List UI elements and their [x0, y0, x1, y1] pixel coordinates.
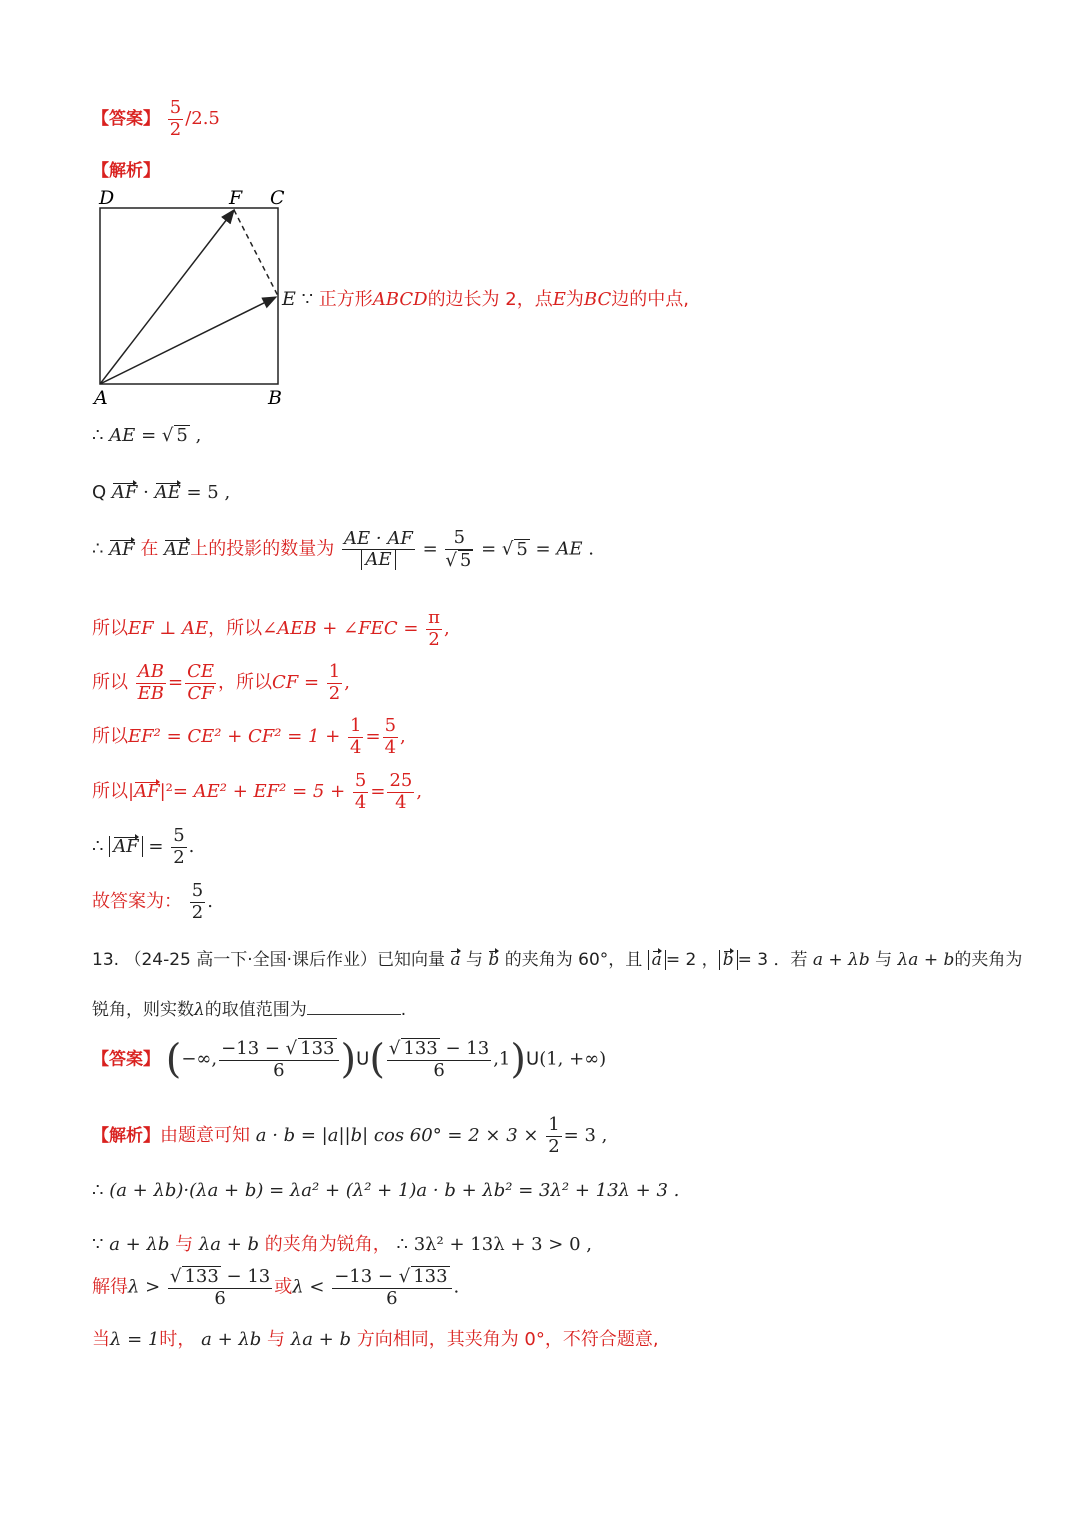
label-c: C — [270, 187, 285, 209]
analysis-2-line3: ∵ a + λb 与 λa + b 的夹角为锐角， ∴ 3λ² + 13λ + 3 > 0 , — [92, 1234, 592, 1255]
question-13-line1: 13. （24-25 高一下·全国·课后作业）已知向量 a 与 b 的夹角为 60°，且 a = 2 ， b = 3 ．若 a + λb 与 λa + b的夹角为 — [92, 950, 1023, 970]
final-answer-1: 故答案为： $\frac{5}{2}$ . — [92, 880, 213, 923]
answer-1 — [92, 98, 220, 140]
label-f: F — [229, 187, 243, 209]
diagram-statement: E ∵ 正方形ABCD的边长为 2，点E为BC边的中点, — [282, 288, 689, 310]
step-perpendicular: 所以EF ⊥ AE，所以∠AEB + ∠FEC = $\frac{\pi}{2}$ , — [92, 607, 450, 650]
question-13-line2: 锐角，则实数λ的取值范围为 . — [92, 1000, 407, 1020]
answer-blank — [307, 1013, 401, 1015]
answer-fraction: $\frac{5}{2}$ — [169, 97, 182, 140]
analysis-2-line5: 当λ = 1时， a + λb 与 λa + b 方向相同，其夹角为 0°，不符合题意, — [92, 1329, 659, 1350]
step-projection: ∴ AF 在 AE上的投影的数量为 $\frac{AE \cdot AF}{AE}$ = $\frac{5}{√ 5}$ = √ 5 = AE . — [92, 527, 594, 571]
square-outline — [100, 208, 278, 384]
analysis-2-line4: 解得λ > $\frac{√ 133 - 13}{6}$ 或λ < $\frac{-13 - √ 133}{6}$ . — [92, 1266, 460, 1309]
step-ae: ∴ AE = √ 5 , — [92, 425, 202, 446]
segment-ef — [234, 210, 278, 296]
label-b: B — [268, 387, 282, 409]
label-d: D — [99, 187, 115, 209]
analysis-2-line2: ∴ (a + λb)·(λa + b) = λa² + (λ² + 1)a · b + λb² = 3λ² + 13λ + 3 . — [92, 1180, 680, 1201]
answer-2: 【答案】 (−∞, $\frac{-13 - √ 133}{6}$ )U( $\frac{√ 133 - 13}{6}$ ,1)U(1, +∞) — [92, 1036, 607, 1083]
step-dot-product: Q AF · AE = 5 , — [92, 482, 231, 503]
answer-tag: 【答案】 — [92, 109, 160, 130]
vector-ae — [100, 297, 276, 384]
vector-af — [100, 210, 234, 384]
label-a: A — [94, 387, 108, 409]
label-e: E — [282, 288, 296, 310]
step-ef-squared: 所以EF² = CE² + CF² = 1 + $\frac{1}{4}$ = $\frac{5}{4}$ , — [92, 715, 406, 758]
step-af-squared: 所以|AF|²= AE² + EF² = 5 + $\frac{5}{4}$ = $\frac{25}{4}$ , — [92, 770, 423, 813]
step-af-magnitude: ∴ AF = $\frac{5}{2}$ . — [92, 825, 195, 868]
square-diagram — [90, 185, 310, 410]
analysis-2-line1: 【解析】由题意可知 a · b = |a||b| cos 60° = 2 × 3 × $\frac{1}{2}$ = 3 , — [92, 1114, 608, 1157]
answer-alt: /2.5 — [185, 108, 220, 130]
step-similar: 所以 $\frac{AB}{EB}$ = $\frac{CE}{CF}$ ，所以CF = $\frac{1}{2}$ , — [92, 661, 350, 704]
analysis-tag-1: 【解析】 — [92, 161, 160, 181]
